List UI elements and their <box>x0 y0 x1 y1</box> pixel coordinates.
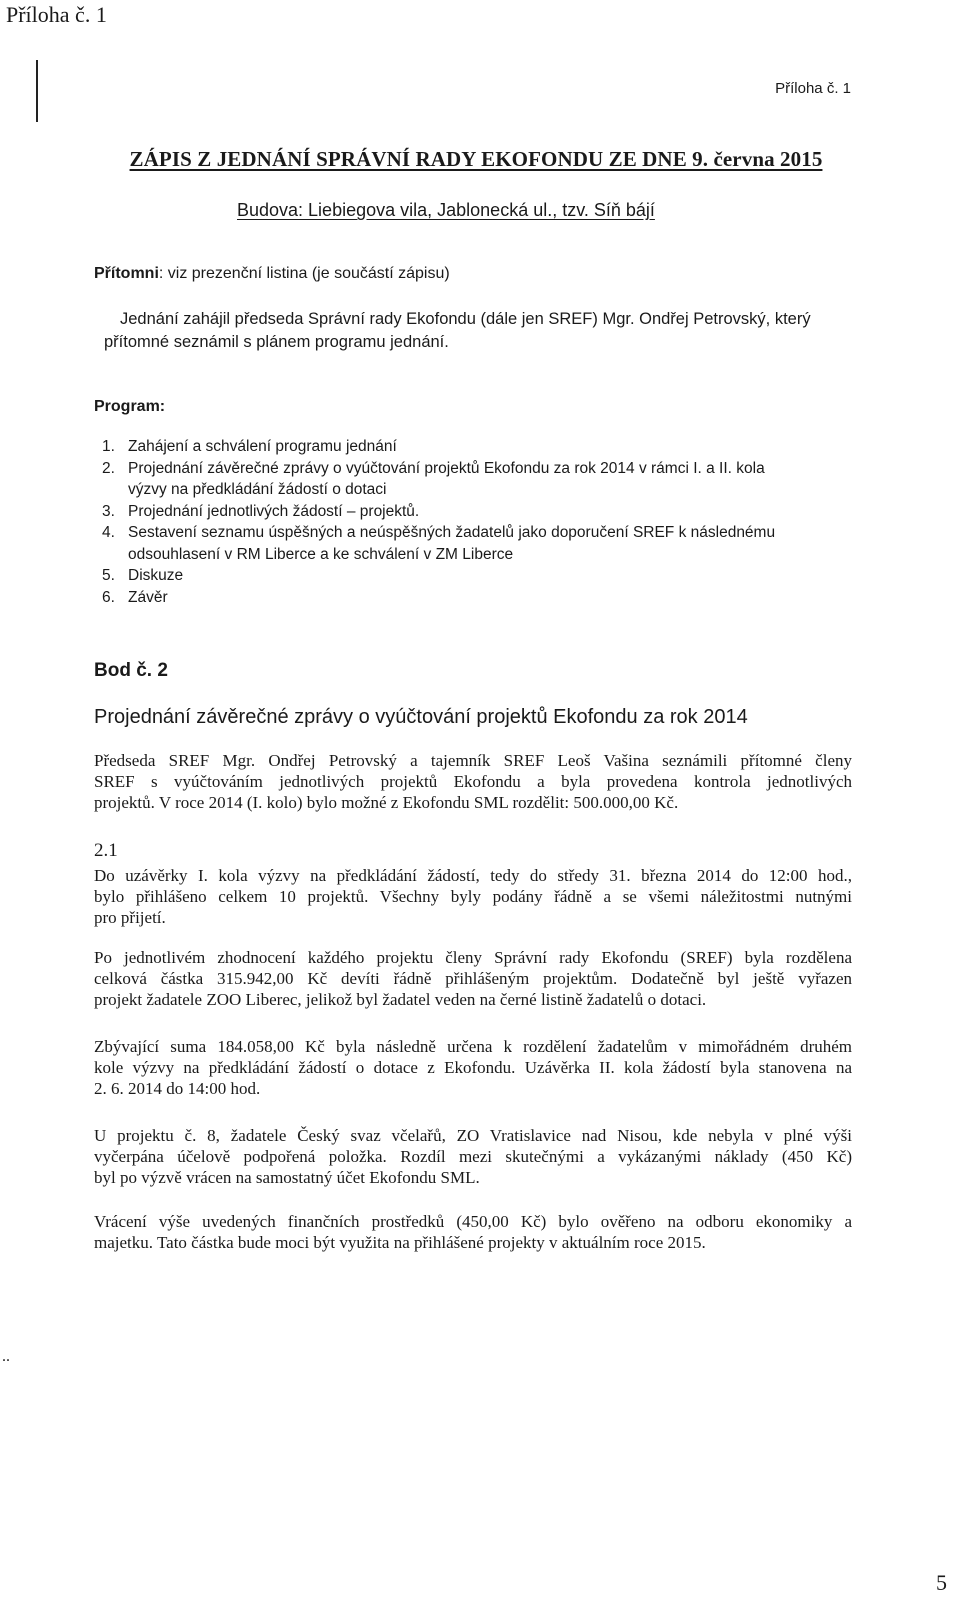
program-list <box>102 436 862 608</box>
paragraph-evaluation: Po jednotlivém zhodnocení každého projektu členy Správní rady Ekofondu (SREF) byla rozdělena celková částka 315.942,00 Kč devíti řádně přihlášeným projektům. Dodatečně byl ještě vyřazen projekt žadatele ZOO Liberec, jelikož byl žadatel veden na černé listině žadatelů o dotaci. <box>94 948 852 1009</box>
program-item-text: Diskuze <box>128 567 184 584</box>
program-item <box>102 436 862 458</box>
program-item <box>102 587 862 609</box>
meeting-location: Budova: Liebiegova vila, Jablonecká ul., tzv. Síň bájí <box>237 200 655 220</box>
paragraph-refund: Vrácení výše uvedených finančních prostředků (450,00 Kč) bylo ověřeno na odboru ekonomiky a majetku. Tato částka bude moci být využita na přihlášené projekty v aktuálním roce 2015. <box>94 1212 852 1252</box>
bod-heading: Bod č. 2 <box>94 660 168 681</box>
paragraph-remaining-sum: Zbývající suma 184.058,00 Kč byla následně určena k rozdělení žadatelům v mimořádném druhém kole výzvy na předkládání žádostí o dotace z Ekofondu. Uzávěrka II. kola žádostí byla stanovena na 2. 6. 2014 do 14:00 hod. <box>94 1037 852 1098</box>
document-title: ZÁPIS Z JEDNÁNÍ SPRÁVNÍ RADY EKOFONDU ZE DNE 9. června 2015 <box>129 147 823 171</box>
paragraph-project-8: U projektu č. 8, žadatele Český svaz včelařů, ZO Vratislavice nad Nisou, kde nebyla v plné výši vyčerpána účelově podpořená položka. Rozdíl mezi skutečnými a vykázanými náklady (450 Kč) byl po výzvě vrácen na samostatný účet Ekofondu SML. <box>94 1126 852 1187</box>
program-item-text: Projednání závěrečné zprávy o vyúčtování projektů Ekofondu za rok 2014 v rámci I. a II. kola výzvy na předkládání žádostí o dotaci <box>128 459 765 498</box>
stray-marks: .. <box>2 1348 10 1365</box>
paragraph-deadline: Do uzávěrky I. kola výzvy na předkládání žádostí, tedy do středy 31. března 2014 do 12:00 hod., bylo přihlášeno celkem 10 projektů. Všechny byly podány řádně a se všemi náležitostmi nutnými pro přijetí. <box>94 866 852 927</box>
program-item-text: Sestavení seznamu úspěšných a neúspěšných žadatelů jako doporučení SREF k následnému odsouhlasení v RM Liberce a ke schválení v ZM Liberce <box>128 524 776 563</box>
program-item-number: 5. <box>102 567 115 584</box>
attachment-label-header: Příloha č. 1 <box>775 80 851 97</box>
section-number: 2.1 <box>94 840 118 861</box>
attachment-label-corner: Příloha č. 1 <box>6 2 107 27</box>
page-number: 5 <box>936 1570 947 1595</box>
program-item-text: Zahájení a schválení programu jednání <box>128 438 397 455</box>
bod-title: Projednání závěrečné zprávy o vyúčtování projektů Ekofondu za rok 2014 <box>94 706 748 728</box>
program-item <box>102 458 862 501</box>
program-item-number: 4. <box>102 524 115 541</box>
program-item <box>102 501 862 523</box>
attendance-line <box>94 265 450 283</box>
program-item-number: 2. <box>102 459 115 477</box>
program-item <box>102 522 862 565</box>
intro-line-1: Jednání zahájil předseda Správní rady Ekofondu (dále jen SREF) Mgr. Ondřej Petrovský, který <box>120 310 811 328</box>
attendance-label: Přítomni <box>94 265 159 282</box>
paragraph-report: Předseda SREF Mgr. Ondřej Petrovský a tajemník SREF Leoš Vašina seznámili přítomné členy SREF s vyúčtováním jednotlivých projektů Ekofondu a byla provedena kontrola jednotlivých projektů. V roce 2014 (I. kolo) bylo možné z Ekofondu SML rozdělit: 500.000,00 Kč. <box>94 751 852 812</box>
attendance-text: : viz prezenční listina (je součástí zápisu) <box>158 265 450 282</box>
program-heading: Program: <box>94 398 166 415</box>
program-item-number: 6. <box>102 588 115 606</box>
program-item-number: 1. <box>102 438 115 455</box>
program-item-text: Závěr <box>128 588 168 606</box>
program-item <box>102 565 862 587</box>
intro-line-2: přítomné seznámil s plánem programu jednání. <box>104 333 449 351</box>
program-item-number: 3. <box>102 502 115 520</box>
margin-line <box>36 60 38 122</box>
program-item-text: Projednání jednotlivých žádostí – projektů. <box>128 502 420 520</box>
